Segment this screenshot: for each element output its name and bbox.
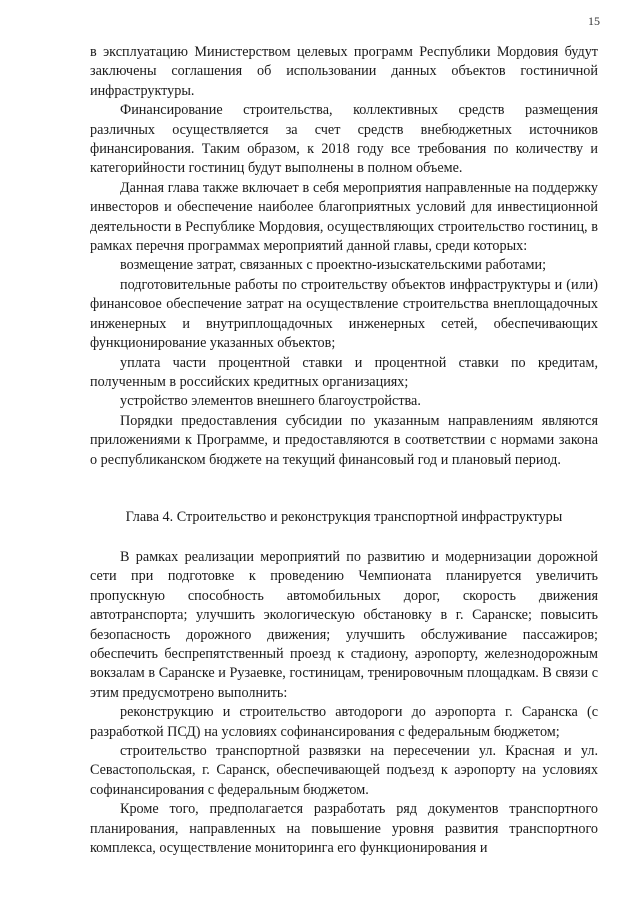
section-2-text (90, 548, 598, 859)
paragraph: Финансирование строительства, коллективных средств размещения различных осуществляется за счет средств внебюджетных источников финансирования. Таким образом, к 2018 году все требования по количеству и категорийности гостиниц будут выполнены в полном объеме. (90, 102, 598, 177)
paragraph: Кроме того, предполагается разработать ряд документов транспортного планирования, направленных на повышение уровня развития транспортного комплекса, осуществление мониторинга его функционирования и (90, 801, 598, 857)
chapter-heading: Глава 4. Строительство и реконструкция транспортной инфраструктуры (125, 509, 563, 525)
paragraph: Данная глава также включает в себя мероприятия направленные на поддержку инвесторов и обеспечение наиболее благоприятных условий для инвестиционной деятельности в Республике Мордовия, осуществляющих строительство гостиниц, в рамках перечня программах мероприятий данной главы, среди которых: (90, 179, 598, 255)
paragraph: в эксплуатацию Министерством целевых программ Республики Мордовия будут заключены соглашения об использовании данных объектов гостиничной инфраструктуры. (90, 44, 598, 99)
list-item: реконструкцию и строительство автодороги до аэропорта г. Саранска (с разработкой ПСД) на условиях софинансирования с федеральным бюджетом; (90, 704, 598, 740)
list-item: строительство транспортной развязки на пересечении ул. Красная и ул. Севастопольская, г. Саранск, обеспечивающей подъезд к аэропорту на условиях софинансирования с федеральным бюджетом. (90, 743, 598, 798)
list-item: устройство элементов внешнего благоустройства. (120, 393, 421, 410)
page-number: 15 (588, 14, 600, 28)
list-item: уплата части процентной ставки и процентной ставки по кредитам, полученным в российских кредитных организациях; (90, 354, 598, 390)
section-1-text (90, 43, 598, 470)
list-item: подготовительные работы по строительству объектов инфраструктуры и (или) финансовое обеспечение затрат на осуществление строительства внеплощадочных инженерных и внутриплощадочных инженерных сетей, обеспечивающих функционирование указанных объектов; (90, 276, 598, 352)
list-item: возмещение затрат, связанных с проектно-изыскательскими работами; (120, 257, 547, 274)
paragraph: В рамках реализации мероприятий по развитию и модернизации дорожной сети при подготовке к проведению Чемпионата планируется увеличить пропускную способность автомобильных дорог, скорость движения автотранспорта; улучшить экологическую обстановку в г. Саранске; повысить безопасность дорожного движения; улучшить обслуживание пассажиров; обеспечить беспрепятственный проезд к стадиону, аэропорту, железнодорожным вокзалам в Саранске и Рузаевке, гостиницам, тренировочным площадкам. В связи с этим предусмотрено выполнить: (90, 549, 598, 701)
paragraph: Порядки предоставления субсидии по указанным направлениям являются приложениями к Программе, и предоставляются в соответствии с нормами закона о республиканском бюджете на текущий финансовый год и плановый период. (90, 412, 598, 468)
